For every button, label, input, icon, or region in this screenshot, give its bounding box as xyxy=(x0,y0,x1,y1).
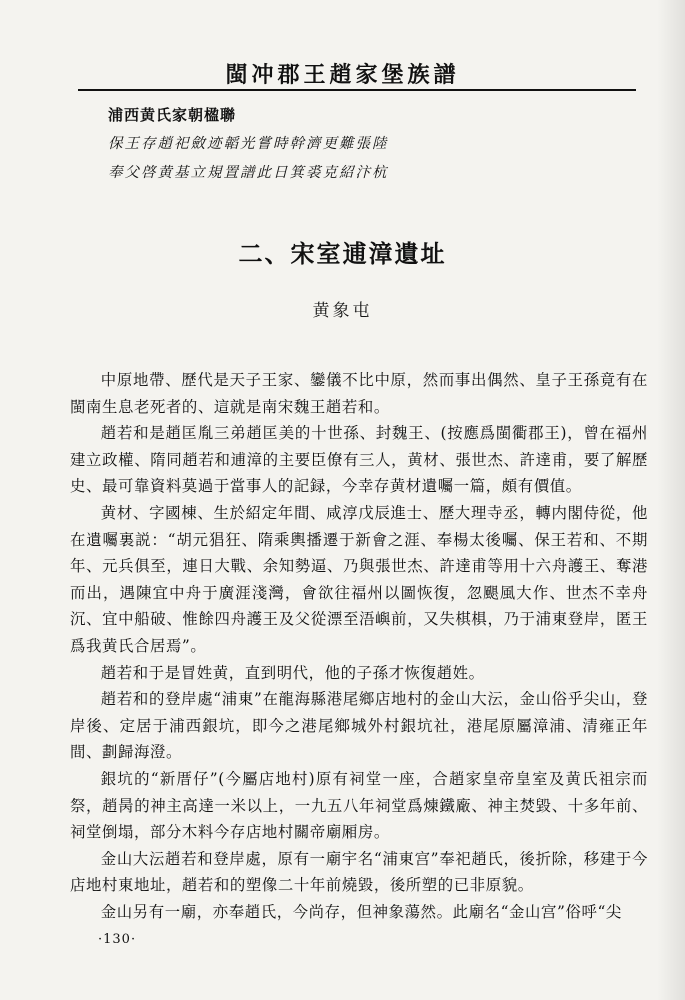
page-edge-shadow xyxy=(657,0,685,1000)
paragraph: 趙若和于是冒姓黄，直到明代，他的子孫才恢復趙姓。 xyxy=(100,663,485,682)
header-rule xyxy=(78,89,636,91)
paragraph: 中原地帶、歷代是天子王家、鑾儀不比中原，然而事出偶然、皇子王孫竟有在閩南生息老死者的、這就是南宋魏王趙若和。 xyxy=(70,371,648,416)
couplet-line-2: 奉父啓黄基立規置譜此日箕裘克紹汴杭 xyxy=(108,165,389,181)
author-name: 黄象屯 xyxy=(312,301,373,321)
couplet-line-1: 保王存趙祀斂迹韜光嘗時幹濟更難張陸 xyxy=(108,136,389,152)
running-header-title: 閩冲郡王趙家堡族譜 xyxy=(225,63,460,88)
paragraph: 金山另有一廟，亦奉趙氏，今尚存，但神象蕩然。此廟名“金山宫”俗呼“尖 xyxy=(100,902,622,921)
section-title: 二、宋室逋漳遺址 xyxy=(238,240,447,268)
page-number: ·130· xyxy=(98,932,137,947)
paragraph: 金山大沄趙若和登岸處，原有一廟宇名“浦東宫”奉祀趙氏，後折除，移建于今店地村東地址，趙若和的塑像二十年前燒毀，後所塑的已非原貌。 xyxy=(70,849,648,895)
couplet-title: 浦西黄氏家朝楹聯 xyxy=(108,106,237,124)
paragraph: 銀坑的“新厝仔”(今屬店地村)原有祠堂一座，合趙家皇帝皇室及黄氏祖宗而祭，趙昺的神主高達一米以上，一九五八年祠堂爲煉鐵廠、神主焚毀、十多年前、祠堂倒塌，部分木料今存店地村關帝廟厢房。 xyxy=(70,769,648,842)
paragraph: 趙若和是趙匡胤三弟趙匡美的十世孫、封魏王、(按應爲閩衢郡王)，曾在福州建立政權、隋同趙若和逋漳的主要臣僚有三人，黄材、張世杰、許達甫，要了解歷史、最可靠資料莫過于當事人的記録，今幸存黄材遺囑一篇，頗有價值。 xyxy=(70,424,648,496)
paragraph: 黄材、字國棟、生於紹定年間、咸淳戊辰進士、歷大理寺丞，轉内閣侍從，他在遺囑裏説：“胡元猖狂、隋乘輿播遷于新會之涯、奉楊太後囑、保王若和、不期年、元兵俱至，連日大戰、余知勢逼、乃與張世杰、許達甫等用十六舟護王、奪港而出，遇陳宜中舟于廣涯淺灣，會欲往福州以圖恢復，忽颶風大作、世杰不幸舟沉、宜中船破、惟餘四舟護王及父從漂至浯嶼前，又失棋椇，乃于浦東登岸，匿王爲我黄氏合居焉”。 xyxy=(70,503,648,655)
body-text xyxy=(70,367,648,925)
paragraph: 趙若和的登岸處“浦東”在龍海縣港尾鄉店地村的金山大沄，金山俗乎尖山，登岸後、定居于浦西銀坑，即今之港尾鄉城外村銀坑社，港尾原屬漳浦、清雍正年間、劃歸海澄。 xyxy=(70,690,648,762)
